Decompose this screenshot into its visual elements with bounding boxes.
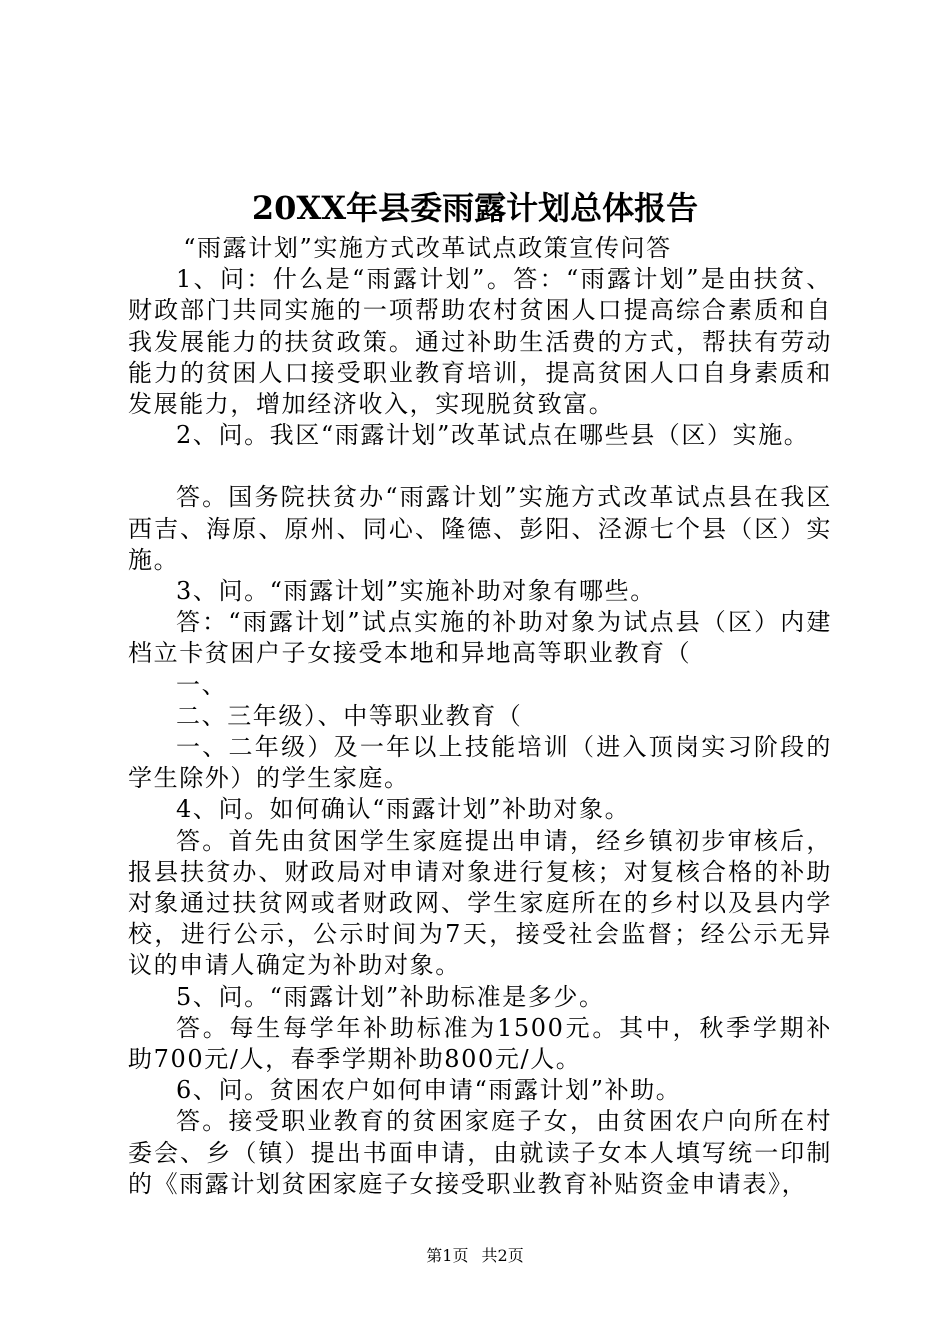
document-subtitle: “雨露计划”实施方式改革试点政策宣传问答 xyxy=(183,234,672,262)
page-number: 第1页 xyxy=(426,1246,469,1265)
paragraph-a3-item-1: 一、 xyxy=(176,670,228,699)
page-footer xyxy=(0,1244,950,1268)
paragraph-a5: 答。每生每学年补助标准为1500元。其中，秋季学期补助700元/人，春季学期补助800元/人。 xyxy=(128,1013,832,1074)
paragraph-q1: 1、问：什么是“雨露计划”。答：“雨露计划”是由扶贫、财政部门共同实施的一项帮助农村贫困人口提高综合素质和自我发展能力的扶贫政策。通过补助生活费的方式，帮扶有劳动能力的贫困人口接受职业教育培训，提高贫困人口自身素质和发展能力，增加经济收入，实现脱贫致富。 xyxy=(128,265,832,419)
page-total: 共2页 xyxy=(481,1246,524,1265)
paragraph-a3: 答：“雨露计划”试点实施的补助对象为试点县（区）内建档立卡贫困户子女接受本地和异地高等职业教育（ xyxy=(128,608,832,668)
document-body xyxy=(128,233,832,1200)
paragraph-q3: 3、问。“雨露计划”实施补助对象有哪些。 xyxy=(176,577,656,606)
paragraph-q6: 6、问。贫困农户如何申请“雨露计划”补助。 xyxy=(176,1076,682,1105)
paragraph-a3-item-3: 一、二年级）及一年以上技能培训（进入顶岗实习阶段的学生除外）的学生家庭。 xyxy=(128,733,832,793)
paragraph-q4: 4、问。如何确认“雨露计划”补助对象。 xyxy=(176,795,631,824)
paragraph-q5: 5、问。“雨露计划”补助标准是多少。 xyxy=(176,982,605,1011)
paragraph-a4: 答。首先由贫困学生家庭提出申请，经乡镇初步审核后，报县扶贫办、财政局对申请对象进行复核；对复核合格的补助对象通过扶贫网或者财政网、学生家庭所在的乡村以及县内学校，进行公示，公示时间为7天，接受社会监督；经公示无异议的申请人确定为补助对象。 xyxy=(128,826,832,980)
paragraph-a6: 答。接受职业教育的贫困家庭子女，由贫困农户向所在村委会、乡（镇）提出书面申请，由就读子女本人填写统一印制的《雨露计划贫困家庭子女接受职业教育补贴资金申请表》， xyxy=(128,1107,832,1198)
paragraph-a3-item-2: 二、三年级）、中等职业教育（ xyxy=(176,701,523,730)
paragraph-q2: 2、问。我区“雨露计划”改革试点在哪些县（区）实施。 xyxy=(176,421,810,450)
paragraph-a2: 答。国务院扶贫办“雨露计划”实施方式改革试点县在我区西吉、海原、原州、同心、隆德、彭阳、泾源七个县（区）实施。 xyxy=(128,483,832,574)
document-title: 20XX年县委雨露计划总体报告 xyxy=(251,189,699,227)
